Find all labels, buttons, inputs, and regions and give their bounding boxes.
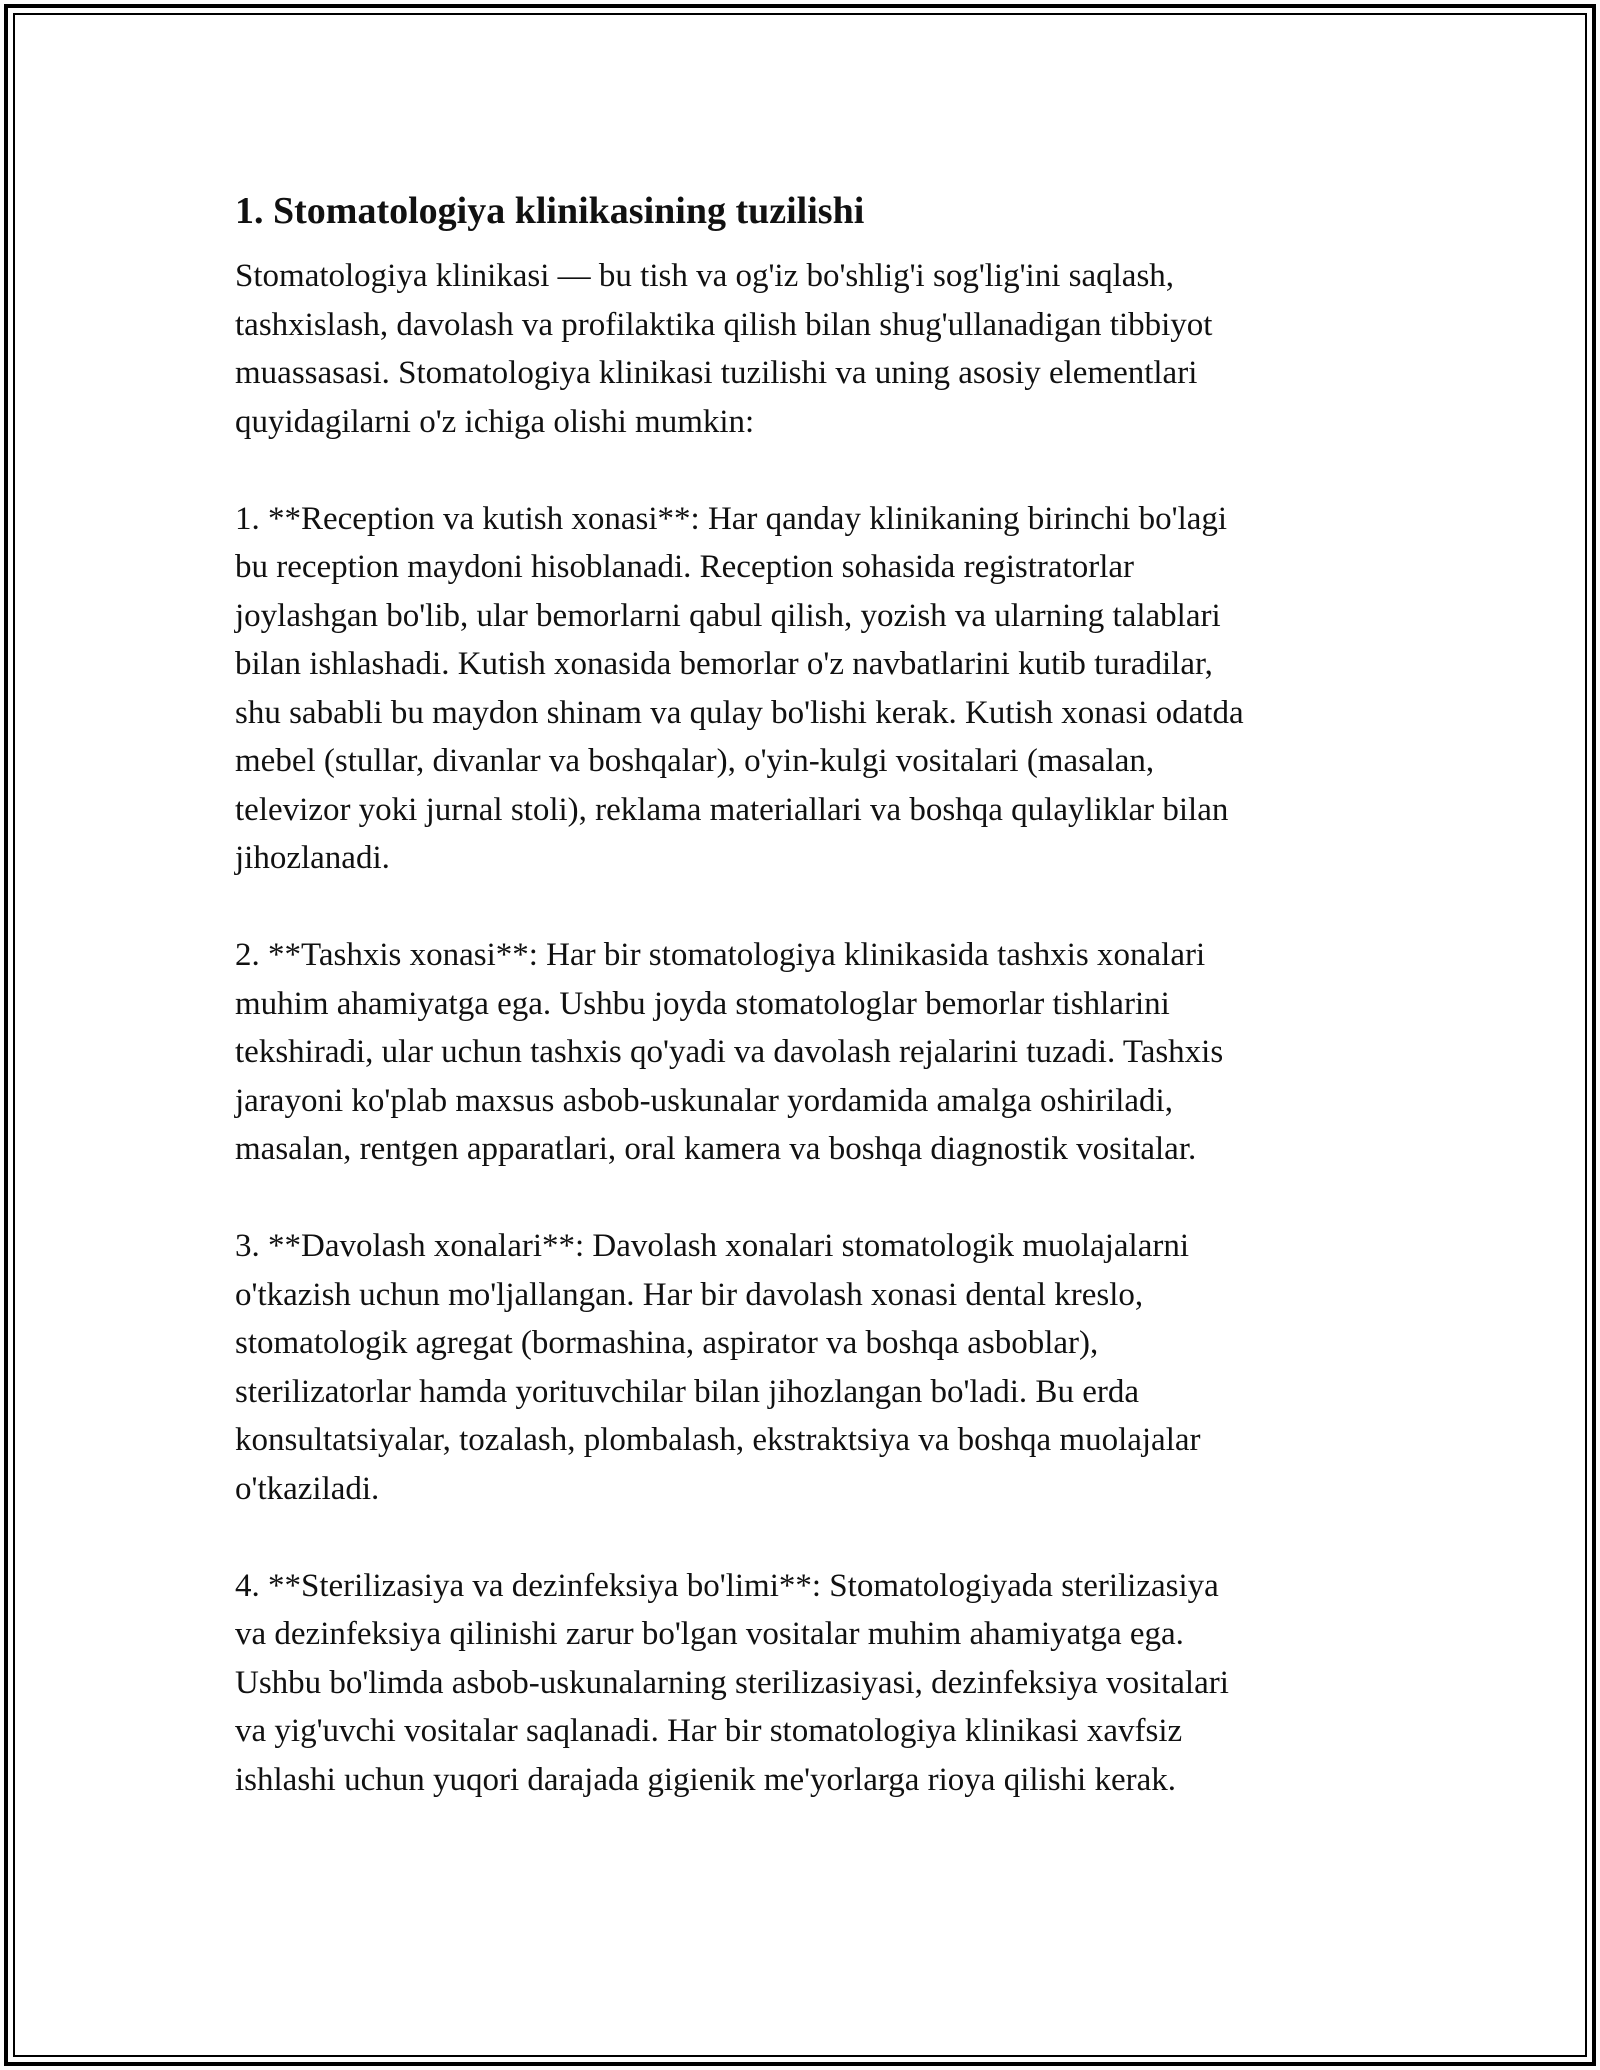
text-line: joylashgan bo'lib, ular bemorlarni qabul qilish, yozish va ularning talablari <box>235 597 1221 634</box>
document-body <box>235 186 1385 1853</box>
section-paragraph-2 <box>235 931 1385 1174</box>
text-line: ishlashi uchun yuqori darajada gigienik me'yorlarga rioya qilishi kerak. <box>235 1761 1176 1798</box>
text-line: 1. **Reception va kutish xonasi**: Har qanday klinikaning birinchi bo'lagi <box>235 500 1228 537</box>
text-line: tashxislash, davolash va profilaktika qilish bilan shug'ullanadigan tibbiyot <box>235 306 1213 343</box>
text-line: va yig'uvchi vositalar saqlanadi. Har bir stomatologiya klinikasi xavfsiz <box>235 1713 1183 1749</box>
text-line: masalan, rentgen apparatlari, oral kamera va boshqa diagnostik vositalar. <box>235 1131 1197 1167</box>
section-paragraph-3 <box>235 1222 1385 1513</box>
section-paragraph-4 <box>235 1562 1385 1805</box>
text-line: muhim ahamiyatga ega. Ushbu joyda stomatologlar bemorlar tishlarini <box>235 985 1170 1022</box>
paragraph-list <box>235 252 1385 1804</box>
text-line: sterilizatorlar hamda yorituvchilar bilan jihozlangan bo'ladi. Bu erda <box>235 1373 1139 1410</box>
text-line: Stomatologiya klinikasi — bu tish va og'iz bo'shlig'i sog'lig'ini saqlash, <box>235 258 1175 294</box>
text-line: tekshiradi, ular uchun tashxis qo'yadi va davolash rejalarini tuzadi. Tashxis <box>235 1034 1224 1070</box>
page-title: 1. Stomatologiya klinikasining tuzilishi <box>235 190 865 232</box>
text-line: 3. **Davolash xonalari**: Davolash xonalari stomatologik muolajalarni <box>235 1228 1190 1264</box>
text-line: shu sababli bu maydon shinam va qulay bo'lishi kerak. Kutish xonasi odatda <box>235 694 1244 731</box>
text-line: o'tkaziladi. <box>235 1470 380 1507</box>
text-line: quyidagilarni o'z ichiga olishi mumkin: <box>235 403 755 440</box>
text-line: muassasasi. Stomatologiya klinikasi tuzilishi va uning asosiy elementlari <box>235 355 1198 391</box>
text-line: bilan ishlashadi. Kutish xonasida bemorlar o'z navbatlarini kutib turadilar, <box>235 646 1213 682</box>
intro-paragraph <box>235 252 1385 446</box>
text-line: jarayoni ko'plab maxsus asbob-uskunalar yordamida amalga oshiriladi, <box>235 1082 1173 1119</box>
text-line: o'tkazish uchun mo'ljallangan. Har bir davolash xonasi dental kreslo, <box>235 1276 1144 1313</box>
text-line: Ushbu bo'limda asbob-uskunalarning sterilizasiyasi, dezinfeksiya vositalari <box>235 1664 1229 1701</box>
text-line: televizor yoki jurnal stoli), reklama materiallari va boshqa qulayliklar bilan <box>235 791 1229 828</box>
text-line: jihozlanadi. <box>235 840 390 876</box>
text-line: stomatologik agregat (bormashina, aspirator va boshqa asboblar), <box>235 1325 1099 1361</box>
text-line: 2. **Tashxis xonasi**: Har bir stomatologiya klinikasida tashxis xonalari <box>235 937 1206 973</box>
section-paragraph-1 <box>235 495 1385 883</box>
text-line: va dezinfeksiya qilinishi zarur bo'lgan vositalar muhim ahamiyatga ega. <box>235 1616 1184 1652</box>
text-line: 4. **Sterilizasiya va dezinfeksiya bo'limi**: Stomatologiyada sterilizasiya <box>235 1567 1219 1604</box>
text-line: bu reception maydoni hisoblanadi. Reception sohasida registratorlar <box>235 549 1134 585</box>
text-line: mebel (stullar, divanlar va boshqalar), o'yin-kulgi vositalari (masalan, <box>235 743 1155 779</box>
text-line: konsultatsiyalar, tozalash, plombalash, ekstraktsiya va boshqa muolajalar <box>235 1422 1201 1458</box>
